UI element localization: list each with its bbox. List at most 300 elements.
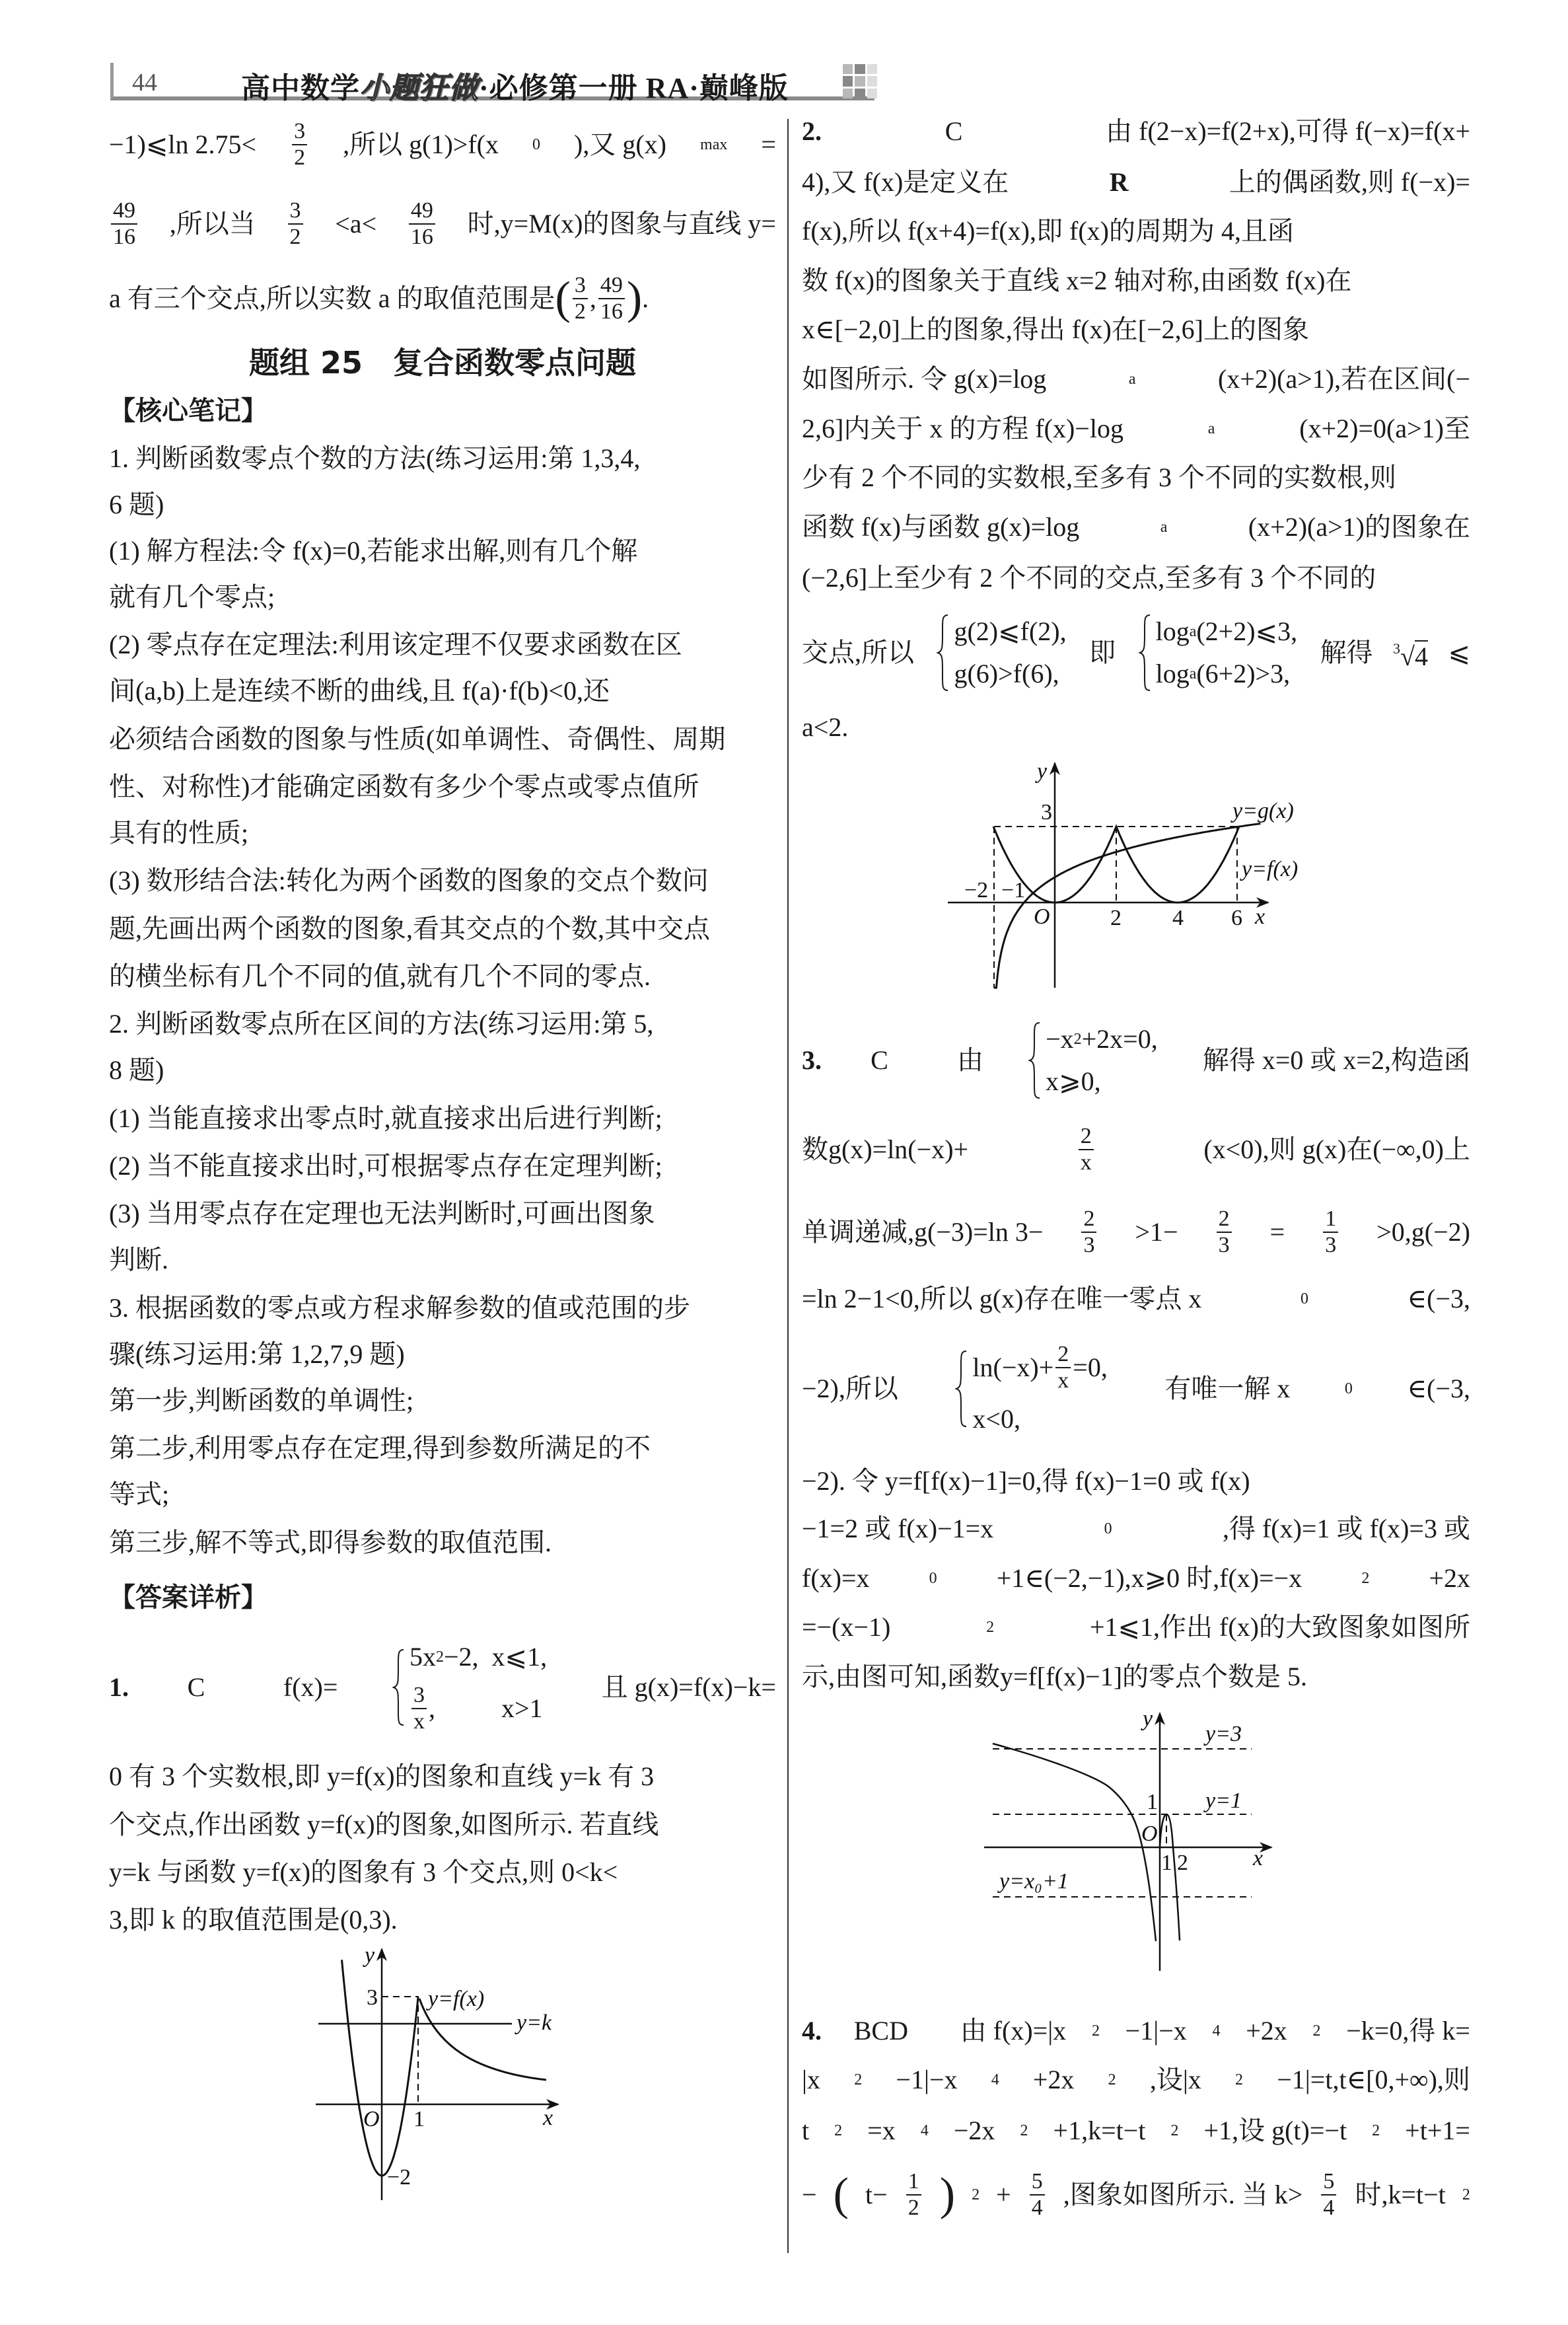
- book-logo: 小题狂做: [360, 72, 479, 104]
- text-run: (3) 当用零点存在定理也无法判断时,可画出图象: [109, 1199, 655, 1228]
- bold-text: 4.: [802, 2016, 822, 2046]
- f-curve-label: y=f(x): [1242, 857, 1299, 881]
- book-title-suffix: ·必修第一册 RA·巅峰版: [479, 72, 789, 104]
- text-run: log: [1155, 659, 1190, 688]
- figure-3-graph: [964, 1707, 1295, 2002]
- text-line: [109, 958, 776, 995]
- text-line: 4. BCD 由 f(x)=|x 2 −1|−x 4 +2x 2 −k=0,得 k=: [802, 2012, 1470, 2049]
- text-run: −x: [1046, 1024, 1074, 1054]
- numerator: 49: [598, 273, 625, 299]
- text-run: (1) 解方程法:令 f(x)=0,若能求出解,则有几个解: [109, 536, 638, 566]
- system-row: [972, 1403, 1107, 1436]
- text-run: −2, x⩽1,: [444, 1642, 548, 1672]
- radical-sign-icon: √: [1400, 642, 1415, 671]
- text-run: =−(x−1): [802, 1612, 891, 1642]
- text-line: 2,6]内关于 x 的方程 f(x)−log a (x+2)=0(a>1)至: [802, 410, 1470, 447]
- text-line: [802, 113, 1470, 150]
- text-run: x∈[−2,0]上的图象,得出 f(x)在[−2,6]上的图象: [802, 314, 1309, 344]
- text-run: 3. 根据函数的零点或方程求解参数的值或范围的步: [109, 1293, 690, 1323]
- text-line: f(x)=x 0 +1∈(−2,−1),x⩾0 时,f(x)=−x 2 +2x: [802, 1560, 1470, 1597]
- book-title-prefix: 高中数学: [241, 72, 360, 104]
- text-run: 且 g(x)=f(x)−k=: [601, 1672, 776, 1702]
- numerator: 2: [1079, 1124, 1094, 1150]
- numerator: 49: [409, 198, 435, 225]
- text-run: g(6)>f(6),: [954, 659, 1059, 688]
- text-line: [802, 459, 1470, 496]
- piecewise-system: [937, 614, 1066, 692]
- text-run: −2),所以: [802, 1374, 898, 1403]
- text-line: −2),所以 ln(−x)+ $\frac{2}{x}$ =0, x<0, 有唯一解 x 0 ∈(−3,: [802, 1343, 1470, 1435]
- numerator: 2: [1055, 1342, 1071, 1368]
- numerator: 3: [573, 273, 588, 299]
- denominator: 2: [294, 145, 306, 170]
- numerator: 1: [1323, 1206, 1338, 1233]
- tick-label: 6: [1231, 906, 1242, 930]
- denominator: 2: [574, 299, 586, 324]
- tick-label: 3: [1041, 800, 1052, 825]
- book-title: [241, 64, 789, 106]
- denominator: 16: [600, 299, 623, 324]
- text-line: [109, 1148, 776, 1185]
- text-run: f(x),所以 f(x+4)=f(x),即 f(x)的周期为 4,且函: [802, 216, 1294, 246]
- system-row: −x 2 +2x=0,: [1046, 1023, 1158, 1056]
- root-index: 3: [1393, 640, 1401, 657]
- text-run: 解得 x=0 或 x=2,构造函: [1202, 1045, 1470, 1075]
- system-rows: [1046, 1023, 1158, 1098]
- bold-text: 2.: [802, 116, 822, 146]
- text-line: [109, 1052, 776, 1089]
- parabola-curve: [342, 1960, 419, 2176]
- text-line: [109, 1854, 776, 1891]
- text-run: 题组 25 复合函数零点问题: [248, 345, 637, 381]
- x-axis-label: x: [1255, 904, 1265, 929]
- text-line: [802, 213, 1470, 250]
- system-row: [972, 1342, 1107, 1393]
- large-parenthesis: ): [939, 2169, 956, 2220]
- text-run: 2. 判断函数零点所在区间的方法(练习运用:第 5,: [109, 1009, 654, 1039]
- line-y1-label: y=1: [1205, 1789, 1242, 1813]
- text-line: [109, 721, 776, 758]
- text-run: −1|−x: [896, 2065, 958, 2094]
- text-run: 第三步,解不等式,即得参数的取值范围.: [109, 1528, 552, 1557]
- text-line: [109, 1641, 776, 1734]
- text-run: (2+2)⩽3,: [1196, 616, 1298, 646]
- g-curve-label: y=g(x): [1232, 799, 1294, 823]
- numerator: 2: [1081, 1206, 1096, 1233]
- line-y3-label: y=3: [1205, 1722, 1242, 1746]
- curve-label: y=f(x): [428, 1987, 485, 2011]
- text-run: 具有的性质;: [109, 818, 249, 848]
- text-run: ),又 g(x): [574, 129, 667, 159]
- page-header: [110, 63, 874, 104]
- section-title: [109, 344, 776, 381]
- numerator: 1: [906, 2169, 921, 2196]
- y-axis-label: y: [1143, 1707, 1153, 1731]
- text-line: =−(x−1) 2 +1⩽1,作出 f(x)的大致图象如图所: [802, 1609, 1470, 1646]
- text-run: 5x: [410, 1642, 436, 1672]
- brace-icon: [1139, 614, 1152, 692]
- text-run: x⩾0,: [1046, 1066, 1101, 1096]
- fraction: [411, 1683, 427, 1734]
- system-rows: [954, 615, 1066, 690]
- text-run: ∈(−3,: [1407, 1374, 1470, 1403]
- line-x0-label: y=x₀+1: [999, 1869, 1069, 1894]
- text-run: 6 题): [109, 490, 164, 519]
- text-run: −1)⩽ln 2.75<: [109, 129, 257, 159]
- text-line: [109, 1290, 776, 1327]
- text-run: 个交点,作出函数 y=f(x)的图象,如图所示. 若直线: [109, 1810, 659, 1839]
- text-run: (6+2)>3,: [1196, 659, 1291, 688]
- text-run: 第二步,利用零点存在定理,得到参数所满足的不: [109, 1433, 651, 1463]
- text-run: C: [864, 1045, 915, 1075]
- text-run: g(2)⩽f(2),: [954, 616, 1067, 646]
- brace-icon: [937, 614, 950, 692]
- line-label: y=k: [517, 2011, 552, 2035]
- text-run: 1. 判断函数零点个数的方法(练习运用:第 1,3,4,: [109, 443, 641, 473]
- numerator: 5: [1030, 2169, 1045, 2196]
- text-line: [802, 262, 1470, 299]
- denominator: x: [1057, 1368, 1069, 1393]
- fraction: [292, 119, 307, 170]
- origin-label: O: [1141, 1822, 1158, 1846]
- denominator: 3: [1083, 1233, 1095, 1257]
- text-line: [109, 579, 776, 616]
- text-line: [802, 1124, 1470, 1175]
- text-run: ,图象如图所示. 当 k>: [1063, 2180, 1303, 2209]
- text-run: y=k 与函数 y=f(x)的图象有 3 个交点,则 0<k<: [109, 1857, 618, 1887]
- system-rows: [972, 1342, 1107, 1436]
- denominator: 16: [113, 225, 135, 249]
- text-run: 如图所示. 令 g(x)=log: [802, 364, 1047, 394]
- text-run: t: [802, 2116, 810, 2145]
- text-line: [109, 1524, 776, 1561]
- bold-text: R: [1109, 167, 1129, 197]
- text-line: [109, 1806, 776, 1843]
- system-row: log a (2+2)⩽3,: [1156, 615, 1298, 648]
- text-line: [802, 1206, 1470, 1257]
- text-run: ,设|x: [1149, 2065, 1201, 2094]
- fraction: [1055, 1342, 1071, 1393]
- denominator: 2: [289, 225, 301, 249]
- text-run: 3,即 k 的取值范围是(0,3).: [109, 1905, 398, 1935]
- fraction: [111, 198, 137, 250]
- fraction: [906, 2169, 921, 2221]
- section-heading: [109, 1579, 776, 1616]
- tick-label: 1: [1161, 1851, 1172, 1875]
- text-run: 就有几个零点;: [109, 582, 275, 612]
- text-line: [109, 1100, 776, 1137]
- text-run: 由: [956, 1045, 983, 1075]
- system-row: [954, 615, 1066, 648]
- text-run: 性、对称性)才能确定函数有多少个零点或零点值所: [109, 772, 699, 801]
- numerator: 49: [111, 198, 137, 225]
- text-line: [802, 709, 1470, 746]
- bold-text: 1.: [109, 1672, 129, 1702]
- tick-label: 3: [367, 1985, 378, 2010]
- fraction: [409, 198, 435, 250]
- cube-root: [1393, 630, 1428, 675]
- text-line: [109, 1336, 776, 1373]
- text-line: 如图所示. 令 g(x)=log a (x+2)(a>1),若在区间(−: [802, 361, 1470, 398]
- text-line: [109, 198, 776, 249]
- text-run: >1−: [1135, 1217, 1178, 1247]
- tick-label: −2: [387, 2165, 411, 2190]
- text-run: 的横坐标有几个不同的值,就有几个不同的零点.: [109, 961, 651, 991]
- text-run: −k=0,得 k=: [1346, 2016, 1470, 2046]
- numerator: 2: [1217, 1206, 1232, 1233]
- text-run: =0,: [1073, 1352, 1108, 1382]
- text-run: ,: [589, 283, 596, 313]
- text-run: f(x)=x: [802, 1563, 870, 1593]
- section-heading: [109, 392, 776, 429]
- fraction: [1030, 2169, 1045, 2221]
- text-run: 0 有 3 个实数根,即 y=f(x)的图象和直线 y=k 有 3: [109, 1761, 655, 1791]
- text-run: 间(a,b)上是连续不断的曲线,且 f(a)·f(b)<0,还: [109, 676, 610, 706]
- text-run: 【答案详析】: [109, 1582, 267, 1612]
- text-run: +1⩽1,作出 f(x)的大致图象如图所: [1089, 1612, 1470, 1642]
- fraction: [573, 273, 588, 324]
- text-run: ,得 f(x)=1 或 f(x)=3 或: [1222, 1514, 1470, 1543]
- large-parenthesis: (: [555, 273, 571, 324]
- text-line: [109, 1006, 776, 1043]
- text-run: a 有三个交点,所以实数 a 的取值范围是: [109, 283, 555, 313]
- x-axis-label: x: [543, 2106, 553, 2130]
- numerator: 3: [411, 1683, 427, 1709]
- fraction: [1323, 1206, 1338, 1258]
- text-line: |x 2 −1|−x 4 +2x 2 ,设|x 2 −1|=t,t∈[0,+∞),则: [802, 2061, 1470, 2098]
- text-run: −1|−x: [1125, 2016, 1187, 2046]
- text-run: −1=2 或 f(x)−1=x: [802, 1514, 994, 1543]
- text-run: +: [996, 2180, 1011, 2209]
- text-run: 骤(练习运用:第 1,2,7,9 题): [109, 1339, 405, 1369]
- text-line: [109, 273, 776, 324]
- text-run: =: [761, 129, 776, 159]
- text-run: 2,6]内关于 x 的方程 f(x)−log: [802, 414, 1123, 443]
- text-line: [109, 910, 776, 947]
- column-divider: [787, 119, 789, 2253]
- text-run: =x: [867, 2116, 896, 2145]
- text-run: (2) 零点存在定理法:利用该定理不仅要求函数在区: [109, 630, 682, 659]
- text-run: (3) 数形结合法:转化为两个函数的图象的交点个数问: [109, 866, 709, 895]
- system-row: [410, 1683, 547, 1734]
- text-run: ln(−x)+: [972, 1352, 1054, 1382]
- denominator: 4: [1031, 2196, 1043, 2220]
- text-run: 即: [1089, 638, 1116, 667]
- fraction: [288, 198, 303, 250]
- large-parenthesis: (: [833, 2169, 849, 2220]
- text-line: [109, 1430, 776, 1467]
- text-run: <a<: [335, 209, 377, 239]
- text-run: >0,g(−2): [1376, 1217, 1470, 1247]
- text-line: [109, 533, 776, 570]
- system-row: [1046, 1065, 1158, 1098]
- brace-icon: [392, 1648, 406, 1726]
- text-run: −1|=t,t∈[0,+∞),则: [1277, 2065, 1470, 2094]
- text-line: [109, 673, 776, 710]
- system-rows: [410, 1641, 547, 1734]
- text-run: |x: [802, 2065, 821, 2094]
- tick-label: 2: [1110, 906, 1122, 930]
- text-line: [109, 440, 776, 477]
- text-line: [109, 1758, 776, 1795]
- numerator: 3: [292, 119, 307, 145]
- piecewise-system: [1139, 614, 1298, 692]
- figure-2-graph: [911, 753, 1347, 1004]
- tick-label: 2: [1177, 1851, 1188, 1875]
- text-line: −1)⩽ln 2.75< $\frac{3}{2}$ ,所以 g(1)>f(x 0 ),又 g(x) max =: [109, 119, 776, 170]
- y-axis-label: y: [365, 1943, 375, 1968]
- text-line: =ln 2−1<0,所以 g(x)存在唯一零点 x 0 ∈(−3,: [802, 1280, 1470, 1317]
- text-run: 示,由图可知,函数y=f[f(x)−1]的零点个数是 5.: [802, 1662, 1308, 1691]
- denominator: 4: [1323, 2196, 1335, 2220]
- system-row: [954, 657, 1066, 690]
- text-run: (1) 当能直接求出零点时,就直接求出后进行判断;: [109, 1103, 662, 1133]
- text-run: −: [802, 2180, 817, 2209]
- text-run: −2). 令 y=f[f(x)−1]=0,得 f(x)−1=0 或 f(x): [802, 1466, 1250, 1496]
- text-run: 8 题): [109, 1055, 164, 1085]
- text-run: 【核心笔记】: [109, 396, 267, 425]
- text-run: .: [642, 283, 649, 313]
- denominator: 2: [908, 2196, 919, 2220]
- text-run: ,所以 g(1)>f(x: [343, 129, 499, 159]
- text-run: 少有 2 个不同的实数根,至多有 3 个不同的实数根,则: [802, 462, 1396, 492]
- text-run: +1,设 g(t)=−t: [1203, 2116, 1347, 2145]
- radicand: 4: [1415, 642, 1428, 671]
- text-run: (x<0),则 g(x)在(−∞,0)上: [1203, 1134, 1470, 1164]
- text-run: ,所以当: [169, 209, 256, 239]
- fraction: [1321, 2169, 1336, 2221]
- text-run: 时,y=M(x)的图象与直线 y=: [467, 209, 776, 239]
- tick-label: −2: [964, 878, 989, 903]
- text-run: ⩽: [1448, 638, 1470, 667]
- text-line: [802, 560, 1470, 597]
- text-line: [109, 768, 776, 805]
- denominator: 3: [1325, 1233, 1337, 1257]
- grid-decoration-icon: [843, 64, 877, 98]
- text-run: 等式;: [109, 1479, 170, 1509]
- text-run: +2x: [1429, 1563, 1470, 1593]
- text-run: +1,k=t−t: [1053, 2116, 1146, 2145]
- text-run: 数 f(x)的图象关于直线 x=2 轴对称,由函数 f(x)在: [802, 266, 1352, 295]
- text-run: 函数 f(x)与函数 g(x)=log: [802, 512, 1080, 542]
- text-line: 函数 f(x)与函数 g(x)=log a (x+2)(a>1)的图象在: [802, 509, 1470, 546]
- text-run: 4),又 f(x)是定义在: [802, 167, 1016, 197]
- text-run: =: [1269, 1217, 1285, 1247]
- text-run: (x+2)(a>1)的图象在: [1248, 512, 1470, 542]
- text-run: +1∈(−2,−1),x⩾0 时,f(x)=−x: [996, 1563, 1302, 1593]
- text-run: 题,先画出两个函数的图象,看其交点的个数,其中交点: [109, 914, 710, 943]
- text-run: 第一步,判断函数的单调性;: [109, 1385, 414, 1415]
- large-parenthesis: ): [626, 273, 643, 324]
- text-run: 由 f(2−x)=f(2+x),可得 f(−x)=f(x+: [1106, 116, 1470, 146]
- fraction: [1079, 1124, 1094, 1175]
- tick-label: 4: [1172, 906, 1184, 930]
- denominator: 3: [1218, 1233, 1230, 1257]
- system-rows: [1156, 615, 1298, 690]
- denominator: 16: [410, 225, 433, 249]
- text-run: 由 f(x)=|x: [960, 2016, 1067, 2046]
- text-run: 时,k=t−t: [1355, 2180, 1446, 2209]
- system-row: 5x 2 −2, x⩽1,: [410, 1641, 547, 1674]
- text-run: 数g(x)=ln(−x)+: [802, 1134, 969, 1164]
- text-run: 交点,所以: [802, 638, 914, 667]
- bold-text: 3.: [802, 1045, 822, 1075]
- text-run: , x>1: [429, 1693, 543, 1723]
- fraction: [1081, 1206, 1096, 1258]
- text-run: (x+2)=0(a>1)至: [1299, 414, 1470, 443]
- text-run: 单调递减,g(−3)=ln 3−: [802, 1217, 1044, 1247]
- text-run: (2) 当不能直接求出时,可根据零点存在定理判断;: [109, 1151, 662, 1181]
- text-line: [802, 311, 1470, 348]
- text-run: ∈(−3,: [1407, 1284, 1470, 1313]
- text-line: −1=2 或 f(x)−1=x 0 ,得 f(x)=1 或 f(x)=3 或: [802, 1510, 1470, 1547]
- text-run: 有唯一解 x: [1164, 1374, 1291, 1403]
- text-run: 上的偶函数,则 f(−x)=: [1222, 167, 1470, 197]
- text-run: +2x: [1246, 2016, 1287, 2046]
- piecewise-system: [955, 1342, 1107, 1436]
- text-run: t−: [865, 2180, 888, 2209]
- text-line: [109, 626, 776, 663]
- figure-1-graph: [304, 1936, 594, 2233]
- denominator: x: [413, 1709, 425, 1734]
- text-line: [109, 1382, 776, 1419]
- text-line: − ( t− $\frac{1}{2}$ ) 2 + $\frac{5}{4}$ ,图象如图所示. 当 k> $\frac{5}{4}$ 时,k=t−t 2: [802, 2169, 1470, 2220]
- piecewise-system: [392, 1641, 547, 1734]
- numerator: 3: [288, 198, 303, 225]
- text-run: 判断.: [109, 1245, 168, 1274]
- text-run: log: [1155, 616, 1190, 646]
- system-row: log a (6+2)>3,: [1156, 657, 1298, 690]
- text-run: C: [938, 116, 989, 146]
- text-line: [109, 1195, 776, 1232]
- text-run: 解得: [1320, 638, 1373, 667]
- numerator: 5: [1321, 2169, 1336, 2196]
- text-line: [802, 607, 1470, 699]
- text-run: +2x: [1032, 2065, 1075, 2094]
- origin-label: O: [1034, 904, 1050, 929]
- text-line: [109, 1241, 776, 1278]
- text-line: [802, 1463, 1470, 1500]
- left-branch-curve: [993, 1744, 1156, 1941]
- text-run: BCD: [847, 2016, 935, 2046]
- text-line: [109, 1476, 776, 1513]
- text-run: =ln 2−1<0,所以 g(x)存在唯一零点 x: [802, 1284, 1202, 1313]
- fraction: [598, 273, 625, 324]
- fraction: [1217, 1206, 1232, 1258]
- page-number: 44: [132, 69, 157, 96]
- text-line: [802, 1014, 1470, 1107]
- text-line: [109, 862, 776, 899]
- denominator: x: [1080, 1150, 1092, 1175]
- text-line: [802, 1658, 1470, 1695]
- text-run: f(x)=: [283, 1672, 338, 1702]
- text-run: +t+1=: [1405, 2116, 1470, 2145]
- text-run: (x+2)(a>1),若在区间(−: [1217, 364, 1470, 394]
- brace-icon: [1028, 1021, 1042, 1099]
- text-line: [109, 1901, 776, 1938]
- text-run: +2x=0,: [1081, 1024, 1158, 1054]
- text-line: t 2 =x 4 −2x 2 +1,k=t−t 2 +1,设 g(t)=−t 2 +t+1=: [802, 2112, 1470, 2149]
- origin-label: O: [363, 2107, 380, 2131]
- text-run: a<2.: [802, 712, 849, 742]
- y-axis-label: y: [1037, 759, 1048, 784]
- tick-label: 1: [413, 2107, 425, 2131]
- text-line: [109, 486, 776, 523]
- text-run: 必须结合函数的图象与性质(如单调性、奇偶性、周期: [109, 724, 726, 754]
- text-run: −2x: [953, 2116, 995, 2145]
- x-axis-label: x: [1253, 1846, 1264, 1870]
- right-bump-curve: [1160, 1814, 1180, 1940]
